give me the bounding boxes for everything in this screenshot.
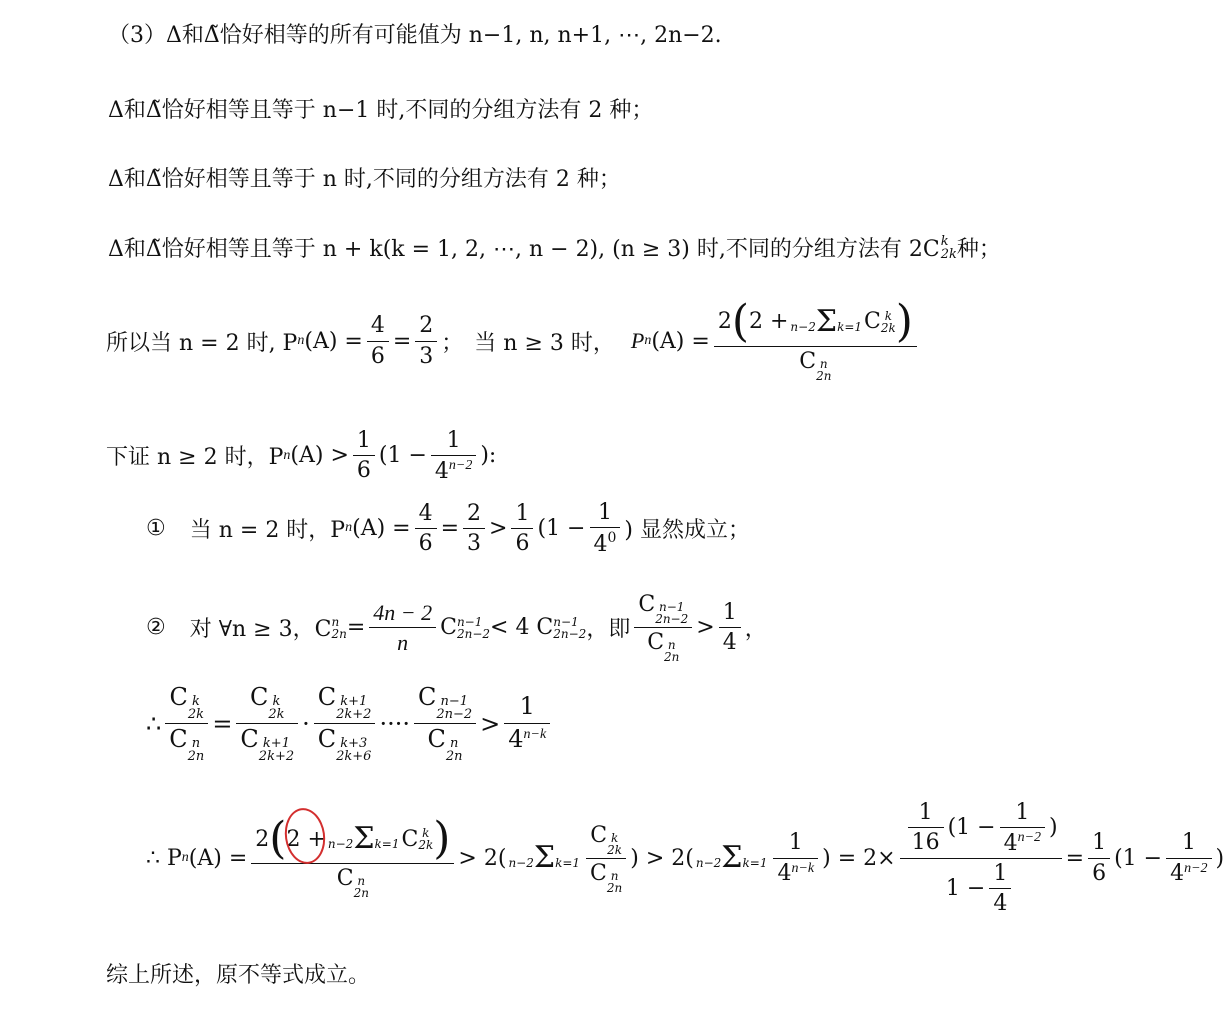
final-gt-1: > 2( (458, 845, 507, 871)
final-den-sup: n (357, 874, 366, 889)
chain1-num-sup: k (192, 694, 200, 709)
line-to-prove (106, 428, 496, 484)
final-sum-lower: k=1 (374, 837, 400, 852)
final-gt-2: ) > 2( (630, 845, 694, 871)
step2-ratio-num (634, 592, 692, 628)
step2-eq: = (346, 615, 366, 640)
step2-C3-sub: 2n−2 (553, 626, 587, 641)
step2-ratio (634, 592, 692, 663)
case-k-sup: k (940, 233, 949, 249)
fraction-1-4pow-num: 1 (431, 428, 476, 456)
fraction-2-3-den: 3 (419, 343, 434, 369)
chain-frac-4-num (414, 684, 476, 724)
chain2-num-sub: 2k (268, 707, 285, 722)
step2-ie: ，即 (586, 617, 631, 642)
final-frac-pow-den (773, 859, 818, 887)
step2-ratio-num-sub: 2n−2 (655, 612, 689, 626)
four-base: 4 (434, 458, 449, 484)
geom-den-one-minus: 1 − (945, 876, 986, 902)
chain2-den-C: C (240, 725, 259, 753)
fraction-1-6-num: 1 (353, 428, 375, 456)
chain-frac-bound-den (504, 724, 550, 754)
final-last-four: 4 (1170, 860, 1185, 886)
step2-gt: > (696, 615, 715, 640)
fraction-prob-general (714, 296, 917, 383)
step-1-sub: n (345, 520, 353, 536)
final-sum3-upper: n−2 (695, 856, 722, 871)
final-ratio-num-C: C (590, 822, 608, 848)
final-sum2-upper: n−2 (508, 856, 534, 871)
step2-ratio-den-sub: 2n (664, 650, 680, 664)
final-ratio-num-scripts (607, 832, 622, 856)
step-2-prefix: 对 ∀n ≥ 3，C (189, 617, 332, 642)
to-prove-close: ): (480, 443, 497, 469)
step2-ratio-den-scripts (664, 639, 679, 663)
line-step-2 (146, 592, 767, 663)
to-prove-prefix: 下证 n ≥ 2 时，P (106, 445, 284, 471)
final-open: (1 − (1114, 845, 1163, 871)
chain3-den-sup: k+3 (340, 736, 368, 751)
step1-frac-2-3-den: 3 (467, 530, 482, 556)
final-1-6-num: 1 (1088, 830, 1110, 858)
case-n-text: Δ和Δ̃恰好相等且等于 n 时,不同的分组方法有 2 种； (108, 167, 621, 192)
step2-ratio-num-C: C (638, 592, 656, 617)
chain4-den-scripts (446, 737, 463, 763)
final-frac-pow (773, 830, 818, 886)
step2-C3-sup: n−1 (553, 614, 579, 629)
case-n-plus-k-tail: 种； (956, 237, 1001, 262)
fraction-1-6-den: 6 (356, 458, 371, 484)
chain3-num-scripts (336, 695, 371, 721)
geom-pow-four: 4 (1003, 830, 1018, 856)
step1-zero: 0 (607, 530, 617, 547)
geom-close: ) (1049, 815, 1058, 841)
geom-pow-exp: n−2 (1017, 830, 1042, 846)
chain-frac-3 (314, 684, 376, 763)
final-frac-last (1166, 830, 1211, 886)
chain2-num-sup: k (272, 694, 281, 709)
sum-sigma: Σ (815, 304, 838, 339)
step2-C-scripts (331, 616, 346, 640)
conclusion-text: 综上所述，原不等式成立。 (106, 963, 371, 988)
final-sum-3 (695, 840, 768, 876)
final-frac-ratio-den (586, 859, 626, 894)
step1-gt: > (489, 515, 508, 541)
two-plus: 2 + (748, 309, 789, 335)
paren-right: ) (895, 296, 913, 347)
chain-dot: · (302, 709, 310, 738)
step-1-prefix: 当 n = 2 时，P (189, 517, 346, 543)
step2-ratio-den-sup: n (667, 638, 676, 652)
prob-n2-arg: (A) = (304, 328, 363, 354)
step-1-marker: ① (146, 515, 166, 541)
final-pow-four: 4 (777, 860, 792, 886)
C-sub: 2k (880, 321, 896, 335)
step1-frac-1-4pow0-den (590, 528, 621, 557)
final-coef: 2 (255, 826, 270, 852)
chain-bound-exp: n−k (523, 727, 547, 742)
chain3-num-sub: 2k+2 (336, 707, 372, 722)
chain-dots: ···· (379, 709, 410, 738)
step2-C2-sup: n−1 (456, 614, 483, 629)
final-sum-sigma: Σ (353, 821, 375, 857)
final-ratio-den-sup: n (610, 868, 619, 883)
chain3-num-C: C (317, 683, 337, 711)
chain3-den-scripts (336, 737, 371, 763)
den-C-sup: n (819, 357, 828, 371)
to-prove-sub: n (283, 447, 291, 463)
prob-n2-prefix: 所以当 n = 2 时, P (106, 330, 298, 356)
sum-lower: k=1 (837, 320, 863, 334)
fraction-4-6-num: 4 (367, 313, 389, 341)
case-n-plus-k-scripts (941, 235, 957, 261)
line-ratio-chain (146, 684, 554, 763)
chain4-num-sub: 2n−2 (436, 707, 473, 722)
final-C-sub: 2k (418, 838, 434, 853)
final-frac-geom (900, 800, 1062, 917)
step2-C2: C (440, 615, 457, 640)
final-frac-main-den (251, 864, 454, 899)
step1-frac-1-4pow0 (590, 500, 621, 557)
den-C-sub: 2n (816, 369, 832, 383)
final-prefix: ∴ P (146, 845, 182, 871)
chain4-num-scripts (436, 695, 472, 721)
chain-frac-2 (236, 684, 298, 763)
final-paren-r: ) (433, 813, 451, 865)
chain1-den-sup: n (191, 736, 201, 751)
prob-n3-prefix: ； 当 n ≥ 3 时， (441, 330, 615, 356)
final-C-sup: k (422, 826, 430, 841)
to-prove-open: (1 − (378, 443, 427, 469)
chain2-den-sup: k+1 (262, 736, 290, 751)
final-sum2-lower: k=1 (555, 856, 581, 871)
final-sum3-lower: k=1 (742, 856, 768, 871)
final-frac-geom-den (900, 859, 1062, 917)
chain-frac-1-num (165, 684, 208, 724)
C-scripts (881, 310, 896, 334)
final-frac-main-num (251, 813, 454, 865)
step1-frac-4-6-num: 4 (415, 501, 437, 529)
geom-pow-num: 1 (1000, 800, 1045, 828)
chain-frac-bound-num: 1 (504, 693, 550, 724)
fraction-1-4pow (431, 428, 476, 484)
sum-symbol (790, 304, 863, 339)
geom-frac-pow (1000, 800, 1045, 856)
final-ratio-num-sub: 2k (607, 842, 623, 857)
final-frac-ratio (586, 823, 626, 894)
chain4-den-sub: 2n (445, 749, 463, 764)
step2-lt: < 4 C (490, 615, 554, 640)
chain-frac-2-num (236, 684, 298, 724)
four-exp: n−2 (448, 458, 473, 474)
step1-frac-4-6-den: 6 (418, 530, 433, 556)
step2-C-sub: 2n (331, 626, 347, 641)
step1-tail: ) 显然成立； (624, 517, 750, 543)
chain1-num-C: C (169, 683, 188, 711)
step2-frac-1-4 (719, 600, 741, 656)
final-den-C: C (336, 866, 354, 892)
chain3-den-C: C (317, 725, 337, 753)
step1-frac-2-3-num: 2 (463, 501, 485, 529)
C-sup: k (884, 309, 892, 323)
fraction-1-4pow-den (431, 456, 476, 484)
geom-den-frac (989, 861, 1011, 917)
den-C: C (799, 349, 817, 374)
final-paren-l: ( (269, 813, 287, 865)
fraction-4-6 (367, 313, 389, 369)
coef-2: 2 (717, 309, 732, 335)
chain1-den-C: C (169, 725, 188, 753)
therefore-1: ∴ (146, 709, 162, 738)
geom-1-16-den: 16 (911, 830, 940, 856)
chain-frac-4-den (414, 724, 476, 763)
step2-C-sup: n (331, 614, 340, 629)
chain2-num-scripts (268, 695, 284, 721)
chain4-den-C: C (427, 725, 446, 753)
final-last-num: 1 (1166, 830, 1211, 858)
chain-frac-bound (504, 693, 550, 753)
step1-frac-1-4pow0-num: 1 (590, 500, 621, 528)
line-step-1 (146, 500, 750, 557)
chain-frac-1 (165, 684, 208, 763)
step2-frac (369, 600, 436, 656)
chain2-den-scripts (259, 737, 294, 763)
step-1-eq: (A) = (352, 515, 411, 541)
line-case-n-minus-1 (108, 93, 653, 124)
chain1-den-scripts (188, 737, 205, 763)
to-prove-gt: (A) > (290, 443, 349, 469)
fraction-4-6-den: 6 (370, 343, 385, 369)
final-frac-geom-num (900, 800, 1062, 859)
geom-frac-1-16 (908, 800, 944, 856)
chain-gt: > (480, 709, 501, 738)
den-C-scripts (816, 358, 831, 382)
case-k-sub: 2k (940, 246, 957, 262)
step1-frac-1-6-num: 1 (511, 501, 533, 529)
step1-four: 4 (593, 531, 608, 557)
chain2-den-sub: 2k+2 (258, 749, 295, 764)
chain1-num-sub: 2k (187, 707, 205, 722)
line-probability-cases (106, 296, 921, 383)
step1-frac-2-3 (463, 501, 485, 557)
step1-frac-4-6 (415, 501, 437, 557)
step2-C2-scripts (457, 616, 490, 640)
geom-den-frac-num: 1 (989, 861, 1011, 889)
chain4-den-sup: n (450, 736, 459, 751)
final-two-plus: 2 + (286, 826, 326, 852)
chain3-den-sub: 2k+6 (336, 749, 372, 764)
geom-1-16-num: 1 (908, 800, 944, 828)
chain-frac-2-den (236, 724, 298, 763)
fraction-1-6 (353, 428, 375, 484)
step-2-marker: ② (146, 615, 166, 640)
case-n-minus-1-text: Δ和Δ̃恰好相等且等于 n−1 时,不同的分组方法有 2 种； (108, 98, 654, 123)
chain2-num-C: C (250, 683, 269, 711)
geom-pow-den (1000, 828, 1045, 856)
step2-frac-1-4-den: 4 (722, 630, 737, 655)
final-eq-2x: ) = 2× (822, 845, 896, 871)
final-eq-last: = (1065, 845, 1085, 871)
final-ratio-num-sup: k (610, 830, 619, 845)
fraction-prob-general-num (714, 296, 917, 347)
final-frac-pow-num: 1 (773, 830, 818, 858)
paren-left: ( (731, 296, 749, 347)
chain-frac-1-den (165, 724, 208, 763)
chain1-num-scripts (188, 695, 204, 721)
final-frac-ratio-num (586, 823, 626, 859)
line-statement-3 (108, 18, 722, 49)
line-case-n (108, 162, 621, 193)
final-frac-main (251, 813, 454, 901)
final-den-scripts (354, 875, 369, 899)
step2-ratio-num-sup: n−1 (659, 600, 685, 614)
C-sym: C (864, 309, 881, 335)
geom-den-frac-den: 4 (993, 891, 1008, 917)
sum-upper: n−2 (790, 320, 816, 334)
final-den-sub: 2n (353, 886, 369, 901)
step2-C2-sub: 2n−2 (456, 626, 491, 641)
final-ratio-den-C: C (590, 860, 607, 886)
prob-n2-sub: n (297, 333, 305, 348)
chain4-num-sup: n−1 (440, 694, 468, 709)
step2-ratio-num-scripts (655, 601, 688, 625)
chain-frac-3-num (314, 684, 376, 724)
chain-eq: = (212, 709, 233, 738)
fraction-2-3-num: 2 (415, 313, 437, 341)
final-last-den (1166, 859, 1211, 887)
chain-frac-4 (414, 684, 476, 763)
final-sub: n (181, 850, 189, 866)
final-close: ) (1215, 845, 1224, 871)
final-C: C (401, 826, 419, 852)
step2-ratio-den-C: C (647, 630, 665, 655)
prob-n3-sub: n (644, 333, 652, 348)
final-pow-exp: n−k (791, 860, 815, 876)
final-ratio-den-sub: 2n (606, 880, 623, 895)
eq-sign: = (392, 328, 412, 354)
final-sum3-sigma: Σ (721, 840, 743, 876)
final-arg: (A) = (188, 845, 248, 871)
final-sum-2 (508, 840, 581, 876)
step1-open: (1 − (537, 515, 586, 541)
final-sum-upper: n−2 (327, 837, 354, 852)
final-1-6-den: 6 (1092, 860, 1107, 886)
fraction-prob-general-den (714, 347, 917, 382)
final-last-exp: n−2 (1184, 860, 1208, 876)
final-C-scripts (418, 827, 433, 851)
final-sum (327, 821, 400, 857)
final-frac-1-6 (1088, 830, 1110, 886)
step2-frac-1-4-num: 1 (719, 600, 741, 628)
case-n-plus-k-text: Δ和Δ̃恰好相等且等于 n + k(k = 1, 2, ⋯, n − 2), (n ≥ 3) 时,不同的分组方法有 2C (108, 237, 940, 262)
step1-eq2: = (440, 515, 460, 541)
step1-frac-1-6 (511, 501, 533, 557)
step1-frac-1-6-den: 6 (515, 530, 530, 556)
chain1-den-sub: 2n (187, 749, 205, 764)
step2-frac-den: n (397, 630, 409, 655)
chain4-num-C: C (417, 683, 437, 711)
prob-n3-P: P (630, 328, 645, 353)
line-conclusion (106, 958, 370, 989)
prob-n3-arg: (A) = (651, 328, 710, 354)
step2-frac-num: 4n − 2 (369, 600, 436, 628)
chain-frac-3-den (314, 724, 376, 763)
final-ratio-den-scripts (607, 870, 622, 894)
geom-open: (1 − (947, 815, 996, 841)
step2-ratio-den (634, 628, 692, 663)
line-case-n-plus-k (108, 232, 1001, 263)
chain3-num-sup: k+1 (340, 694, 368, 709)
final-sum2-sigma: Σ (533, 840, 556, 876)
chain-bound-four: 4 (508, 725, 524, 753)
fraction-2-3 (415, 313, 437, 369)
statement-3-text: （3）Δ和Δ̃恰好相等的所有可能值为 n−1, n, n+1, ⋯, 2n−2. (108, 23, 722, 48)
step2-comma: ， (744, 617, 767, 642)
step2-C3-scripts (553, 616, 586, 640)
